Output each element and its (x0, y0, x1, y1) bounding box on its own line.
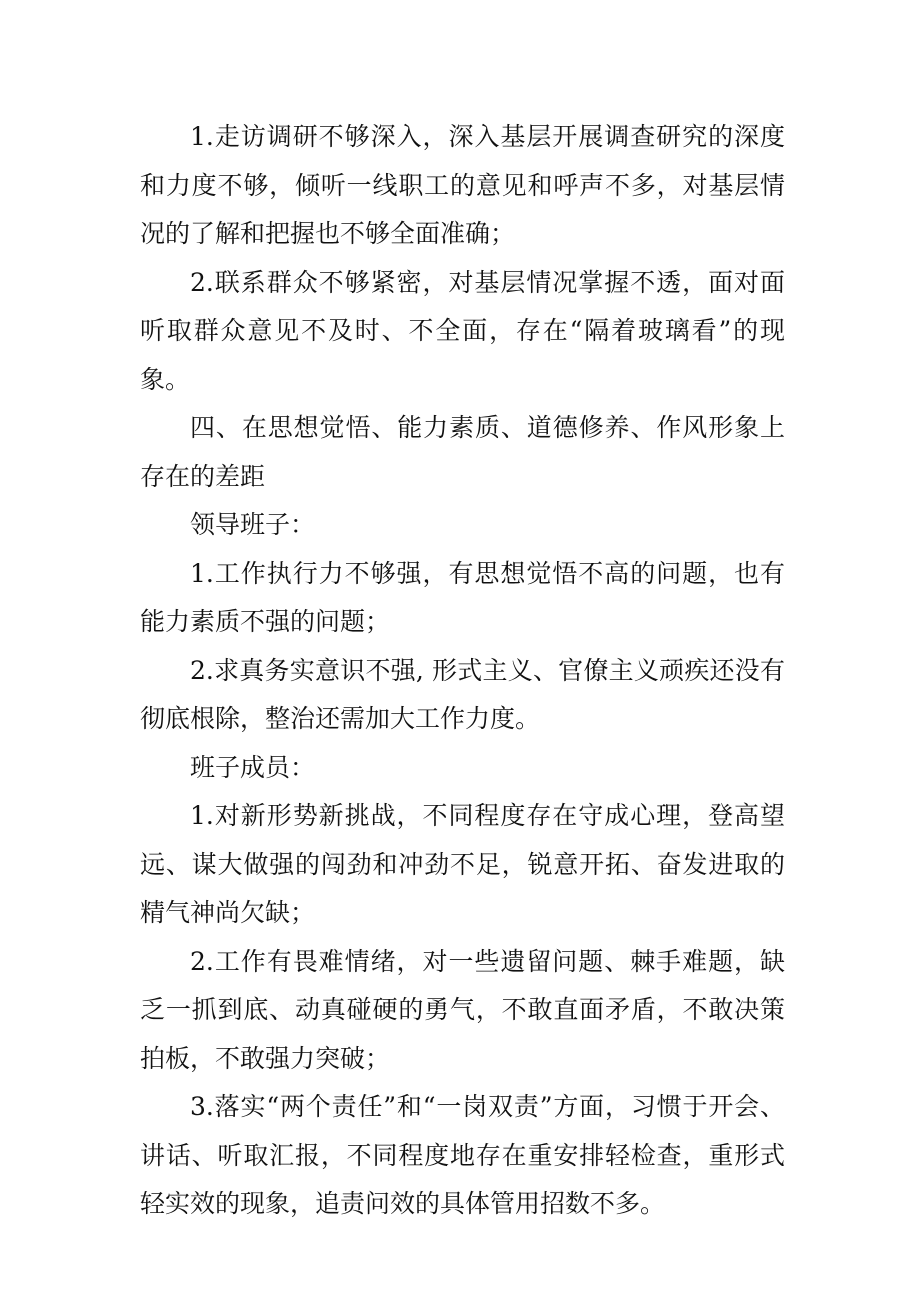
paragraph-contact-masses: 2.联系群众不够紧密，对基层情况掌握不透，面对面听取群众意见不及时、不全面，存在“隔着玻璃看”的现象。 (140, 267, 785, 394)
subheading-team-members: 班子成员： (190, 752, 316, 782)
paragraph-pragmatism: 2.求真务实意识不强, 形式主义、官僚主义顽疾还没有彻底根除，整治还需加大工作力度。 (140, 655, 785, 733)
subheading-leadership-team: 领导班子： (190, 510, 316, 539)
section-heading-gaps: 四、在思想觉悟、能力素质、道德修养、作风形象上存在的差距 (140, 413, 785, 491)
paragraph-responsibilities: 3.落实“两个责任”和“一岗双责”方面，习惯于开会、讲话、听取汇报，不同程度地存在重安排轻检查，重形式轻实效的现象，追责问效的具体管用招数不多。 (140, 1092, 785, 1218)
document-body (140, 113, 785, 1229)
paragraph-fear-of-difficulty: 2.工作有畏难情绪，对一些遗留问题、棘手难题，缺乏一抓到底、动真碰硬的勇气，不敢直面矛盾，不敢决策拍板，不敢强力突破； (140, 946, 785, 1073)
paragraph-visit-research: 1.走访调研不够深入，深入基层开展调查研究的深度和力度不够，倾听一线职工的意见和呼声不多，对基层情况的了解和把握也不够全面准确； (140, 122, 785, 248)
paragraph-execution: 1.工作执行力不够强，有思想觉悟不高的问题，也有能力素质不强的问题； (140, 558, 785, 636)
paragraph-new-challenges: 1.对新形势新挑战，不同程度存在守成心理，登高望远、谋大做强的闯劲和冲劲不足，锐意开拓、奋发进取的精气神尚欠缺； (140, 801, 785, 927)
